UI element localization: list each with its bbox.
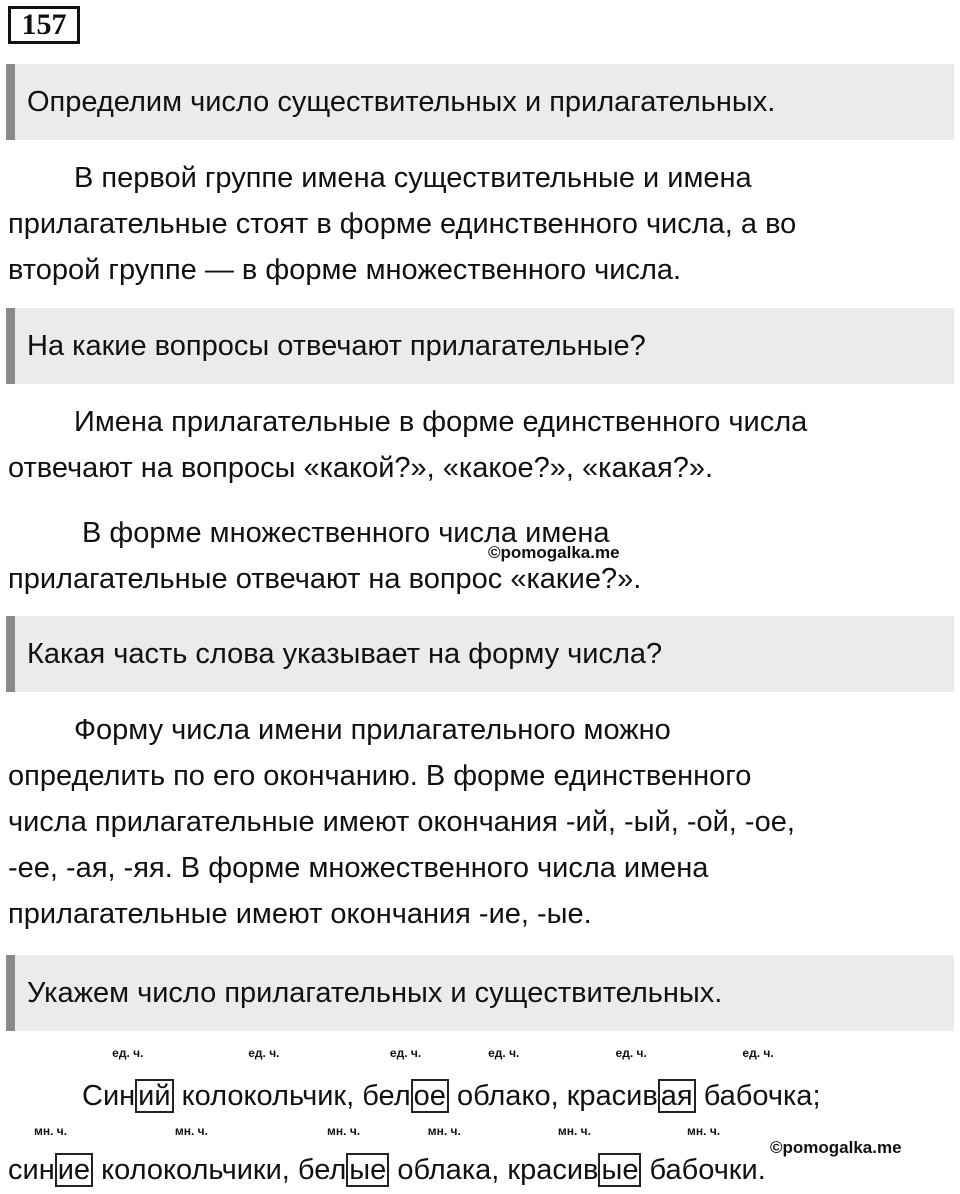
number-label: мн. ч. <box>687 1124 721 1138</box>
answer-line: Форму числа имени прилагательного можно <box>74 714 671 746</box>
example-plural-line: мн. ч. син ие мн. ч. колокольчики, мн. ч. бел ые мн. ч. облака, мн. ч. красив ые мн. ч. бабочки. <box>8 1150 766 1190</box>
answer-line: прилагательные отвечают на вопрос «какие?». <box>8 563 642 595</box>
example-word <box>297 1124 389 1190</box>
example-word <box>181 1046 347 1116</box>
answer-line: числа прилагательные имеют окончания -ий, -ый, -ой, -ое, <box>8 806 795 838</box>
task-number: 157 <box>8 6 80 44</box>
word-stem: бел <box>297 1154 347 1186</box>
number-label: ед. ч. <box>742 1046 774 1060</box>
number-label: мн. ч. <box>33 1124 68 1138</box>
word-stem: облака <box>397 1154 492 1186</box>
ending-box: ые <box>598 1153 641 1187</box>
word-stem: колокольчики <box>101 1154 282 1186</box>
word-stem: красив <box>507 1154 599 1186</box>
example-singular-line: ед. ч. Син ий ед. ч. колокольчик, ед. ч. бел ое ед. ч. облако, ед. ч. красив ая ед. ч. бабочка; <box>8 1076 821 1116</box>
example-word <box>362 1046 449 1116</box>
question-4: Укажем число прилагательных и существительных. <box>6 955 954 1031</box>
word-stem: колокольчик <box>181 1080 347 1112</box>
word-stem: бабочки <box>649 1154 758 1186</box>
answer-1 <box>8 155 952 293</box>
number-label: ед. ч. <box>248 1046 280 1060</box>
answer-line: Имена прилагательные в форме единственного числа <box>74 406 808 438</box>
answer-line: -ее, -ая, -яя. В форме множественного числа имена <box>8 852 709 884</box>
answer-line: прилагательные имеют окончания -ие, -ые. <box>8 898 592 930</box>
answer-3 <box>8 707 952 937</box>
ending-box: ая <box>658 1079 696 1113</box>
answer-2b <box>8 510 952 602</box>
number-label: ед. ч. <box>112 1046 144 1060</box>
word-stem: красив <box>566 1080 658 1112</box>
answer-line: прилагательные стоят в форме единственного числа, а во <box>8 208 797 240</box>
example-word <box>649 1124 758 1190</box>
word-stem: син <box>8 1154 55 1186</box>
word-stem: облако <box>456 1080 551 1112</box>
number-label: ед. ч. <box>615 1046 647 1060</box>
number-label: мн. ч. <box>174 1124 208 1138</box>
example-word <box>703 1046 813 1116</box>
ending-box: ие <box>55 1153 93 1187</box>
example-word <box>82 1046 174 1116</box>
ending-box: ий <box>135 1079 173 1113</box>
question-2: На какие вопросы отвечают прилагательные? <box>6 308 954 384</box>
number-label: ед. ч. <box>389 1046 422 1060</box>
answer-line: определить по его окончанию. В форме единственного <box>8 760 752 792</box>
example-word <box>101 1124 282 1190</box>
example-word <box>456 1046 551 1116</box>
example-word <box>507 1124 641 1190</box>
ending-box: ые <box>346 1153 389 1187</box>
watermark: ©pomogalka.me <box>488 543 620 562</box>
answer-line: В первой группе имена существительные и имена <box>74 162 752 194</box>
watermark: ©pomogalka.me <box>770 1138 902 1157</box>
example-word <box>566 1046 696 1116</box>
example-word <box>8 1124 93 1190</box>
answer-2a <box>8 399 952 491</box>
word-stem: бел <box>362 1080 411 1112</box>
question-3: Какая часть слова указывает на форму числа? <box>6 616 954 692</box>
question-1: Определим число существительных и прилагательных. <box>6 64 954 140</box>
example-word <box>397 1124 492 1190</box>
answer-line: второй группе — в форме множественного числа. <box>8 254 682 286</box>
answer-line: В форме множественного числа имена <box>82 517 610 549</box>
number-label: ед. ч. <box>488 1046 520 1060</box>
number-label: мн. ч. <box>557 1124 591 1138</box>
answer-line: отвечают на вопросы «какой?», «какое?», «какая?». <box>8 452 714 484</box>
ending-box: ое <box>411 1079 449 1113</box>
number-label: мн. ч. <box>327 1124 361 1138</box>
word-stem: Син <box>82 1080 136 1112</box>
number-label: мн. ч. <box>427 1124 461 1138</box>
word-stem: бабочка <box>703 1080 813 1112</box>
